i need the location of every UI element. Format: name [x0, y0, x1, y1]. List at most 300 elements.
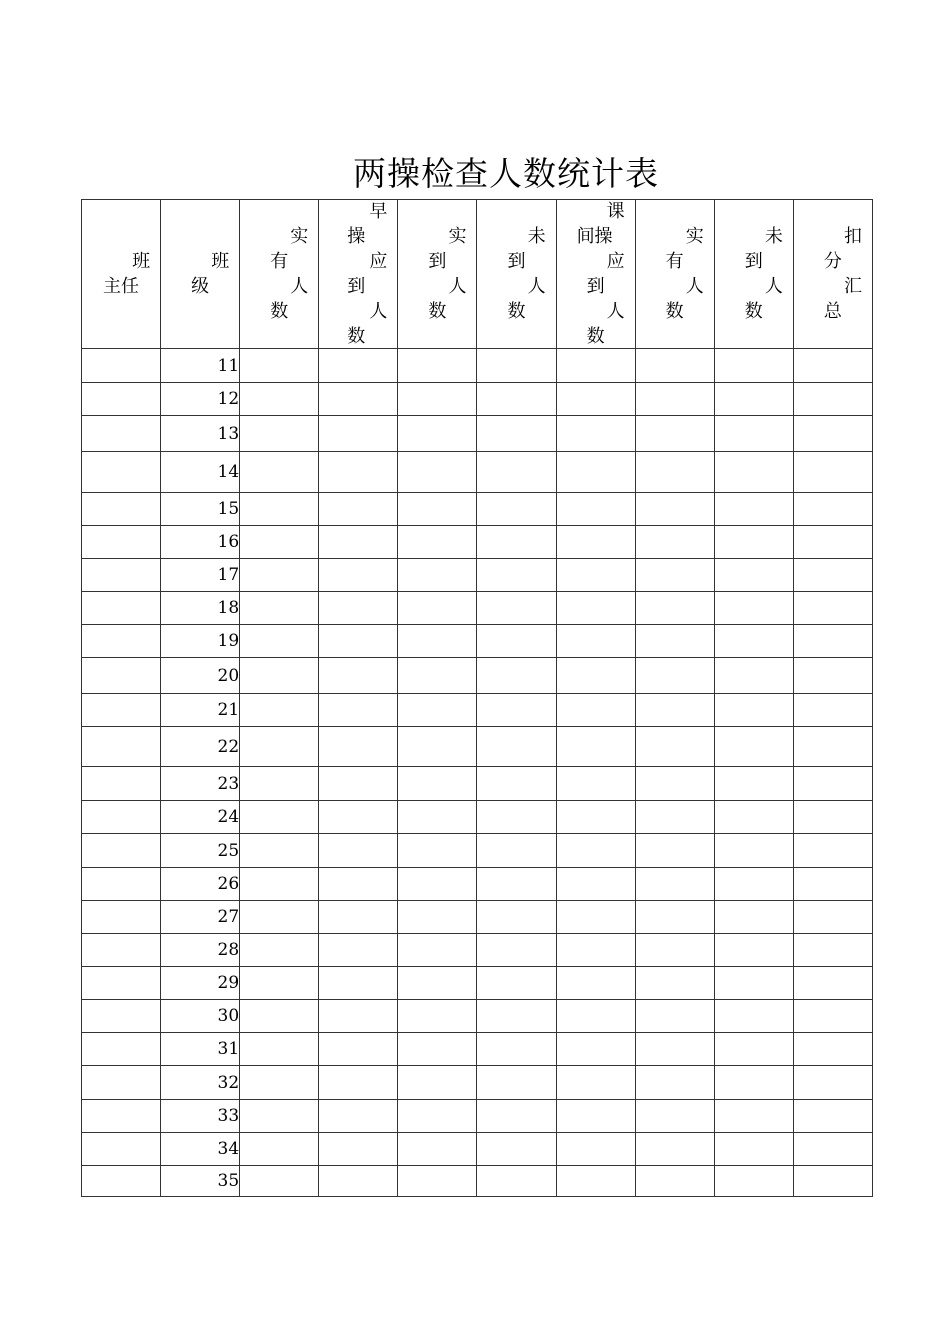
- table-cell[interactable]: [793, 834, 872, 868]
- class-number-cell: 24: [161, 801, 240, 834]
- table-cell[interactable]: [635, 834, 714, 868]
- table-cell[interactable]: [82, 452, 161, 493]
- table-cell[interactable]: [477, 1133, 556, 1166]
- header-text: 应: [369, 251, 388, 272]
- table-cell[interactable]: [398, 767, 477, 801]
- table-cell[interactable]: [793, 801, 872, 834]
- header-text: 应: [606, 251, 625, 272]
- table-cell[interactable]: [635, 526, 714, 559]
- table-row: [82, 967, 873, 1000]
- class-number-cell: 34: [161, 1133, 240, 1166]
- class-number-cell: 18: [161, 592, 240, 625]
- table-cell[interactable]: [793, 349, 872, 383]
- header-text: 未: [764, 226, 783, 247]
- table-cell[interactable]: [714, 727, 793, 767]
- table-cell[interactable]: [240, 1166, 319, 1197]
- table-cell[interactable]: [319, 1000, 398, 1033]
- class-number-cell: 35: [161, 1166, 240, 1197]
- table-cell[interactable]: [319, 383, 398, 416]
- table-cell[interactable]: [398, 1166, 477, 1197]
- table-cell[interactable]: [793, 416, 872, 452]
- table-cell[interactable]: [477, 349, 556, 383]
- header-break-expected: [556, 200, 635, 349]
- table-cell[interactable]: [82, 1100, 161, 1133]
- table-cell[interactable]: [82, 559, 161, 592]
- table-cell[interactable]: [82, 1000, 161, 1033]
- table-cell[interactable]: [398, 1066, 477, 1100]
- table-cell[interactable]: [793, 526, 872, 559]
- table-cell[interactable]: [82, 967, 161, 1000]
- table-cell[interactable]: [556, 1133, 635, 1166]
- table-cell[interactable]: [477, 559, 556, 592]
- table-cell[interactable]: [635, 694, 714, 727]
- table-cell[interactable]: [714, 416, 793, 452]
- table-cell[interactable]: [82, 767, 161, 801]
- table-row: [82, 834, 873, 868]
- header-break-absent: [714, 200, 793, 349]
- table-cell[interactable]: [82, 625, 161, 658]
- table-cell[interactable]: [82, 834, 161, 868]
- table-cell[interactable]: [240, 901, 319, 934]
- table-cell[interactable]: [398, 349, 477, 383]
- table-cell[interactable]: [398, 1100, 477, 1133]
- table-cell[interactable]: [635, 901, 714, 934]
- table-cell[interactable]: [240, 1033, 319, 1066]
- table-cell[interactable]: [714, 1033, 793, 1066]
- table-cell[interactable]: [319, 1033, 398, 1066]
- table-cell[interactable]: [556, 801, 635, 834]
- table-cell[interactable]: [793, 1033, 872, 1066]
- header-text: 到: [586, 276, 605, 297]
- table-cell[interactable]: [319, 1100, 398, 1133]
- table-row: [82, 727, 873, 767]
- table-cell[interactable]: [556, 967, 635, 1000]
- table-cell[interactable]: [714, 1166, 793, 1197]
- table-cell[interactable]: [714, 1000, 793, 1033]
- table-cell[interactable]: [319, 452, 398, 493]
- table-cell[interactable]: [477, 625, 556, 658]
- table-cell[interactable]: [793, 592, 872, 625]
- table-cell[interactable]: [714, 694, 793, 727]
- table-cell[interactable]: [635, 416, 714, 452]
- table-cell[interactable]: [82, 694, 161, 727]
- table-cell[interactable]: [319, 416, 398, 452]
- table-cell[interactable]: [82, 901, 161, 934]
- table-cell[interactable]: [793, 493, 872, 526]
- header-text: 数: [586, 326, 605, 347]
- table-row: [82, 1166, 873, 1197]
- table-cell[interactable]: [398, 1133, 477, 1166]
- table-cell[interactable]: [477, 526, 556, 559]
- header-text: 主任: [103, 276, 140, 297]
- table-row: [82, 1000, 873, 1033]
- table-cell[interactable]: [793, 767, 872, 801]
- table-cell[interactable]: [477, 1166, 556, 1197]
- table-cell[interactable]: [556, 1000, 635, 1033]
- table-cell[interactable]: [319, 526, 398, 559]
- header-text: 到: [744, 251, 763, 272]
- table-cell[interactable]: [793, 383, 872, 416]
- table-cell[interactable]: [556, 1166, 635, 1197]
- table-cell[interactable]: [477, 1033, 556, 1066]
- table-cell[interactable]: [714, 625, 793, 658]
- table-cell[interactable]: [635, 493, 714, 526]
- table-cell[interactable]: [240, 1000, 319, 1033]
- class-number-cell: 21: [161, 694, 240, 727]
- header-text: 人: [606, 301, 625, 322]
- header-text: 人: [527, 276, 546, 297]
- table-cell[interactable]: [82, 383, 161, 416]
- table-cell[interactable]: [556, 592, 635, 625]
- table-cell[interactable]: [635, 801, 714, 834]
- table-cell[interactable]: [240, 1066, 319, 1100]
- table-cell[interactable]: [398, 901, 477, 934]
- table-cell[interactable]: [398, 868, 477, 901]
- table-cell[interactable]: [240, 801, 319, 834]
- table-row: [82, 1033, 873, 1066]
- table-cell[interactable]: [240, 592, 319, 625]
- table-cell[interactable]: [477, 452, 556, 493]
- table-cell[interactable]: [477, 658, 556, 694]
- table-cell[interactable]: [635, 727, 714, 767]
- table-cell[interactable]: [714, 592, 793, 625]
- table-cell[interactable]: [793, 452, 872, 493]
- table-cell[interactable]: [477, 901, 556, 934]
- table-cell[interactable]: [82, 493, 161, 526]
- table-cell[interactable]: [793, 727, 872, 767]
- table-cell[interactable]: [319, 868, 398, 901]
- table-cell[interactable]: [556, 1100, 635, 1133]
- table-cell[interactable]: [319, 1166, 398, 1197]
- table-cell[interactable]: [398, 493, 477, 526]
- header-text: 人: [764, 276, 783, 297]
- table-cell[interactable]: [240, 493, 319, 526]
- header-text: 到: [428, 251, 447, 272]
- table-cell[interactable]: [319, 767, 398, 801]
- table-row: [82, 658, 873, 694]
- table-cell[interactable]: [319, 625, 398, 658]
- table-cell[interactable]: [319, 1133, 398, 1166]
- table-cell[interactable]: [319, 1066, 398, 1100]
- table-cell[interactable]: [635, 767, 714, 801]
- table-cell[interactable]: [240, 625, 319, 658]
- class-number-cell: 27: [161, 901, 240, 934]
- table-cell[interactable]: [477, 1000, 556, 1033]
- table-cell[interactable]: [556, 901, 635, 934]
- table-cell[interactable]: [477, 1100, 556, 1133]
- table-cell[interactable]: [398, 801, 477, 834]
- table-cell[interactable]: [398, 834, 477, 868]
- table-cell[interactable]: [556, 383, 635, 416]
- table-cell[interactable]: [635, 1166, 714, 1197]
- table-cell[interactable]: [82, 1066, 161, 1100]
- table-cell[interactable]: [398, 727, 477, 767]
- table-cell[interactable]: [398, 559, 477, 592]
- table-cell[interactable]: [556, 834, 635, 868]
- table-cell[interactable]: [556, 1066, 635, 1100]
- table-cell[interactable]: [793, 1100, 872, 1133]
- table-cell[interactable]: [556, 934, 635, 967]
- table-cell[interactable]: [793, 694, 872, 727]
- class-number-cell: 23: [161, 767, 240, 801]
- table-cell[interactable]: [477, 493, 556, 526]
- table-cell[interactable]: [398, 452, 477, 493]
- table-cell[interactable]: [714, 801, 793, 834]
- class-number-cell: 22: [161, 727, 240, 767]
- table-cell[interactable]: [635, 934, 714, 967]
- table-cell[interactable]: [793, 934, 872, 967]
- table-cell[interactable]: [556, 452, 635, 493]
- header-text: 分: [823, 251, 842, 272]
- table-cell[interactable]: [477, 592, 556, 625]
- table-cell[interactable]: [793, 901, 872, 934]
- table-cell[interactable]: [714, 383, 793, 416]
- table-cell[interactable]: [714, 901, 793, 934]
- table-cell[interactable]: [556, 658, 635, 694]
- table-cell[interactable]: [319, 901, 398, 934]
- table-cell[interactable]: [635, 559, 714, 592]
- table-cell[interactable]: [82, 1133, 161, 1166]
- table-cell[interactable]: [82, 1166, 161, 1197]
- table-cell[interactable]: [793, 1133, 872, 1166]
- table-cell[interactable]: [793, 625, 872, 658]
- table-cell[interactable]: [240, 452, 319, 493]
- table-cell[interactable]: [477, 868, 556, 901]
- table-cell[interactable]: [398, 658, 477, 694]
- table-cell[interactable]: [319, 349, 398, 383]
- table-cell[interactable]: [714, 452, 793, 493]
- table-row: [82, 934, 873, 967]
- table-cell[interactable]: [398, 416, 477, 452]
- table-cell[interactable]: [714, 1133, 793, 1166]
- table-cell[interactable]: [793, 1166, 872, 1197]
- table-cell[interactable]: [240, 416, 319, 452]
- table-cell[interactable]: [240, 559, 319, 592]
- header-text: 到: [347, 276, 366, 297]
- header-morning-absent: [477, 200, 556, 349]
- class-number-cell: 30: [161, 1000, 240, 1033]
- table-cell[interactable]: [477, 727, 556, 767]
- table-cell[interactable]: [398, 967, 477, 1000]
- table-cell[interactable]: [240, 694, 319, 727]
- header-deduction-total: [793, 200, 872, 349]
- table-cell[interactable]: [714, 868, 793, 901]
- table-cell[interactable]: [319, 658, 398, 694]
- table-cell[interactable]: [319, 727, 398, 767]
- table-row: [82, 1133, 873, 1166]
- table-cell[interactable]: [477, 383, 556, 416]
- table-cell[interactable]: [477, 834, 556, 868]
- table-cell[interactable]: [398, 1000, 477, 1033]
- table-cell[interactable]: [635, 1133, 714, 1166]
- table-cell[interactable]: [635, 452, 714, 493]
- table-cell[interactable]: [556, 493, 635, 526]
- table-cell[interactable]: [793, 559, 872, 592]
- table-cell[interactable]: [556, 694, 635, 727]
- table-cell[interactable]: [556, 727, 635, 767]
- table-cell[interactable]: [714, 934, 793, 967]
- table-cell[interactable]: [635, 592, 714, 625]
- class-number-cell: 19: [161, 625, 240, 658]
- table-cell[interactable]: [793, 967, 872, 1000]
- header-text: 数: [428, 301, 447, 322]
- header-text: 人: [685, 276, 704, 297]
- table-cell[interactable]: [319, 559, 398, 592]
- header-text: 人: [369, 301, 388, 322]
- table-cell[interactable]: [477, 801, 556, 834]
- table-cell[interactable]: [556, 349, 635, 383]
- table-cell[interactable]: [714, 834, 793, 868]
- table-cell[interactable]: [240, 658, 319, 694]
- table-cell[interactable]: [556, 625, 635, 658]
- table-cell[interactable]: [793, 868, 872, 901]
- table-cell[interactable]: [477, 694, 556, 727]
- table-cell[interactable]: [240, 834, 319, 868]
- table-cell[interactable]: [82, 934, 161, 967]
- table-cell[interactable]: [556, 767, 635, 801]
- table-cell[interactable]: [635, 658, 714, 694]
- table-cell[interactable]: [240, 383, 319, 416]
- table-cell[interactable]: [714, 1066, 793, 1100]
- header-text: 实: [290, 226, 309, 247]
- table-cell[interactable]: [82, 801, 161, 834]
- header-text: 级: [191, 276, 210, 297]
- table-cell[interactable]: [635, 1100, 714, 1133]
- table-cell[interactable]: [635, 1000, 714, 1033]
- header-text: 未: [527, 226, 546, 247]
- table-cell[interactable]: [477, 767, 556, 801]
- table-cell[interactable]: [477, 934, 556, 967]
- table-cell[interactable]: [714, 767, 793, 801]
- table-cell[interactable]: [714, 967, 793, 1000]
- header-text: 操: [347, 226, 366, 247]
- table-cell[interactable]: [635, 967, 714, 1000]
- table-cell[interactable]: [398, 383, 477, 416]
- header-text: 人: [290, 276, 309, 297]
- table-cell[interactable]: [240, 868, 319, 901]
- table-cell[interactable]: [82, 592, 161, 625]
- header-row: [82, 200, 873, 349]
- table-cell[interactable]: [635, 868, 714, 901]
- table-cell[interactable]: [635, 625, 714, 658]
- table-cell[interactable]: [398, 526, 477, 559]
- class-number-cell: 28: [161, 934, 240, 967]
- table-cell[interactable]: [793, 1066, 872, 1100]
- class-number-cell: 14: [161, 452, 240, 493]
- table-row: [82, 1066, 873, 1100]
- table-cell[interactable]: [240, 967, 319, 1000]
- table-row: [82, 452, 873, 493]
- table-cell[interactable]: [319, 694, 398, 727]
- header-text: 早: [369, 201, 388, 222]
- header-text: 间操: [576, 226, 613, 247]
- table-cell[interactable]: [240, 767, 319, 801]
- table-cell[interactable]: [714, 526, 793, 559]
- table-row: [82, 625, 873, 658]
- header-text: 有: [270, 251, 289, 272]
- class-number-cell: 26: [161, 868, 240, 901]
- table-cell[interactable]: [240, 727, 319, 767]
- table-cell[interactable]: [556, 868, 635, 901]
- table-cell[interactable]: [82, 868, 161, 901]
- table-cell[interactable]: [319, 592, 398, 625]
- table-cell[interactable]: [556, 1033, 635, 1066]
- table-cell[interactable]: [82, 727, 161, 767]
- table-row: [82, 493, 873, 526]
- table-cell[interactable]: [240, 1133, 319, 1166]
- table-cell[interactable]: [398, 592, 477, 625]
- table-cell[interactable]: [82, 658, 161, 694]
- table-cell[interactable]: [793, 658, 872, 694]
- table-cell[interactable]: [240, 1100, 319, 1133]
- page-title: 两操检查人数统计表: [353, 154, 659, 193]
- table-cell[interactable]: [319, 801, 398, 834]
- header-actual-count: [240, 200, 319, 349]
- header-text: 汇: [844, 276, 862, 297]
- table-row: [82, 1100, 873, 1133]
- table-cell[interactable]: [635, 1066, 714, 1100]
- table-cell[interactable]: [82, 349, 161, 383]
- table-cell[interactable]: [240, 526, 319, 559]
- table-cell[interactable]: [635, 349, 714, 383]
- table-row: [82, 383, 873, 416]
- class-number-cell: 25: [161, 834, 240, 868]
- header-morning-present: [398, 200, 477, 349]
- table-cell[interactable]: [319, 834, 398, 868]
- table-row: [82, 767, 873, 801]
- header-text: 班: [211, 251, 230, 272]
- class-number-cell: 33: [161, 1100, 240, 1133]
- table-cell[interactable]: [793, 1000, 872, 1033]
- table-cell[interactable]: [556, 526, 635, 559]
- header-break-actual: [635, 200, 714, 349]
- table-cell[interactable]: [556, 559, 635, 592]
- table-cell[interactable]: [240, 934, 319, 967]
- table-cell[interactable]: [82, 526, 161, 559]
- table-cell[interactable]: [319, 493, 398, 526]
- table-cell[interactable]: [477, 1066, 556, 1100]
- table-row: [82, 868, 873, 901]
- table-cell[interactable]: [398, 694, 477, 727]
- table-cell[interactable]: [240, 349, 319, 383]
- table-cell[interactable]: [477, 967, 556, 1000]
- header-text: 总: [823, 301, 842, 322]
- header-text: 数: [507, 301, 526, 322]
- table-cell[interactable]: [556, 416, 635, 452]
- table-cell[interactable]: [714, 493, 793, 526]
- table-cell[interactable]: [714, 1100, 793, 1133]
- table-cell[interactable]: [714, 349, 793, 383]
- table-cell[interactable]: [82, 416, 161, 452]
- table-cell[interactable]: [319, 934, 398, 967]
- header-text: 到: [507, 251, 526, 272]
- table-cell[interactable]: [82, 1033, 161, 1066]
- table-cell[interactable]: [635, 383, 714, 416]
- table-cell[interactable]: [398, 934, 477, 967]
- header-morning-expected: [319, 200, 398, 349]
- header-text: 有: [665, 251, 684, 272]
- table-cell[interactable]: [398, 1033, 477, 1066]
- table-row: [82, 592, 873, 625]
- table-cell[interactable]: [477, 416, 556, 452]
- table-cell[interactable]: [714, 658, 793, 694]
- table-cell[interactable]: [714, 559, 793, 592]
- table-cell[interactable]: [635, 1033, 714, 1066]
- table-cell[interactable]: [398, 625, 477, 658]
- header-text: 班: [132, 251, 151, 272]
- table-body: [82, 349, 873, 1197]
- table-cell[interactable]: [319, 967, 398, 1000]
